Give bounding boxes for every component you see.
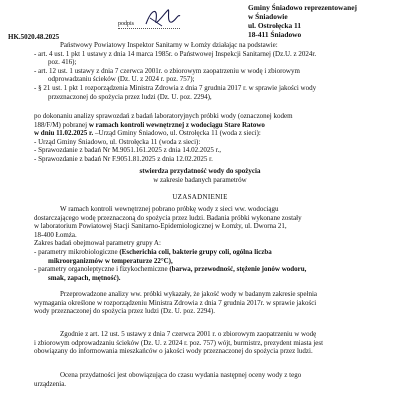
param-org-line-2: smak, zapach, mętność). [48, 273, 121, 282]
just-para3-line-2: i zbiorowym odprowadzaniu ścieków (Dz. U. z 2024 r. poz. 757) wójt, burmistrz, prezydent miasta jest [34, 338, 324, 347]
analysis-line-4: - Urząd Gminy Śniadowo, ul. Ostrołęcka 11 (woda z sieci): [34, 137, 201, 146]
just-para4-line-2: urządzenia. [34, 379, 67, 388]
stamp-line-3: ul. Ostrołęcka 11 [248, 21, 302, 30]
just-para2-line-3: wody przeznaczonej do spożycia przez ludzi (Dz. U. poz. 2294). [34, 307, 215, 316]
param-micro-line-1: - parametry mikrobiologiczne (Escherichia coli, bakterie grupy coli, ogólna liczba [34, 247, 272, 256]
legal-item-3-line-2: przeznaczonej do spożycia przez ludzi (Dz. U. poz. 2294), [48, 92, 212, 101]
just-para1-line-4: 18-400 Łomża. [34, 230, 77, 239]
signature-icon [142, 4, 182, 30]
analysis-line-1: po dokonaniu analizy sprawozdań z badań laboratoryjnych próbki wody (oznaczonej kodem [34, 112, 293, 120]
analysis-line-2: 188/F/M) pobranej w ramach kontroli wewnętrznej z wodociągu Stare Ratowo [34, 120, 265, 129]
legal-item-2-line-2: odprowadzaniu ścieków (Dz. U. z 2024 r. poz. 757); [48, 75, 195, 84]
uzasadnienie-heading: UZASADNIENIE [172, 193, 228, 201]
podpis-label: podpis [118, 21, 135, 27]
param-org-line-1: - parametry organoleptyczne i fizykochemiczne (barwa, przewodność, stężenie jonów wodoru, [34, 265, 307, 274]
main-subheading: w zakresie badanych parametrów [153, 176, 247, 184]
stamp-line-4: 18-411 Śniadowo [248, 30, 302, 39]
legal-item-1-line-1: - art. 4 ust. 1 pkt 1 ustawy z dnia 14 marca 1985r. o Państwowej Inspekcji Sanitarnej (Dz.U. z 2024r. [34, 49, 317, 58]
scope-intro: Zakres badań obejmował parametry grupy A: [34, 239, 161, 248]
just-para2-line-1: Przeprowadzone analizy ww. próbki wykazały, że jakość wody w badanym zakresie spełnia [60, 290, 318, 298]
main-heading: stwierdza przydatność wody do spożycia [139, 167, 261, 175]
report-1: - Sprawozdanie z badań Nr M.9051.161.2025 z dnia 14.02.2025 r., [34, 146, 222, 155]
stamp-line-2: w Śniadowie [248, 12, 288, 21]
just-para1-line-2: dostarczającego wodę przeznaczoną do spożycia przez ludzi. Badania próbki wykonane zostały [34, 213, 302, 222]
report-2: - Sprawozdanie z badań Nr F.9051.81.2025 z dnia 12.02.2025 r. [34, 154, 213, 163]
just-para3-line-3: obowiązany do informowania mieszkańców o jakości wody przeznaczonej do spożycia przez ludzi. [34, 347, 313, 356]
just-para1-line-1: W ramach kontroli wewnętrznej pobrano próbkę wody z sieci ww. wodociągu [60, 205, 279, 213]
legal-item-3-line-1: - § 21 ust. 1 pkt 1 rozporządzenia Ministra Zdrowia z dnia 7 grudnia 2017 r. w sprawie jakości wody [34, 83, 317, 92]
just-para3-line-1: Zgodnie z art. 12 ust. 5 ustawy z dnia 7 czerwca 2001 r. o zbiorowym zaopatrzeniu w wodę [60, 330, 317, 338]
stamp-line-1: Gminy Śniadowo reprezentowanej [248, 3, 357, 12]
legal-item-1-line-2: poz. 416); [48, 58, 77, 67]
case-number: HK.5020.48.2025 [8, 33, 60, 41]
just-para4-line-1: Ocena przydatności jest obowiązująca do czasu wydania następnej oceny wody z tego [60, 371, 302, 379]
param-micro-line-2: mikroorganizmów w temperaturze 22°C), [48, 256, 173, 265]
legal-intro: Państwowy Powiatowy Inspektor Sanitarny w Łomży działając na podstawie: [60, 41, 278, 49]
just-para2-line-2: wymagania określone w rozporządzeniu Ministra Zdrowia z dnia 7 grudnia 2017r. w sprawie jakości [34, 298, 317, 307]
legal-item-2-line-1: - art. 12 ust. 1 ustawy z dnia 7 czerwca 2001r. o zbiorowym zaopatrzeniu w wodę i zbiorowym [34, 66, 300, 75]
just-para1-line-3: w laboratorium Powiatowej Stacji Sanitarno-Epidemiologicznej w Łomży, ul. Dworna 21, [34, 222, 287, 231]
analysis-line-3: w dniu 11.02.2025 r. –Urząd Gminy Śniadowo, ul. Ostrołęcka 11 (woda z sieci): [34, 129, 261, 138]
signature-underline [118, 28, 180, 29]
